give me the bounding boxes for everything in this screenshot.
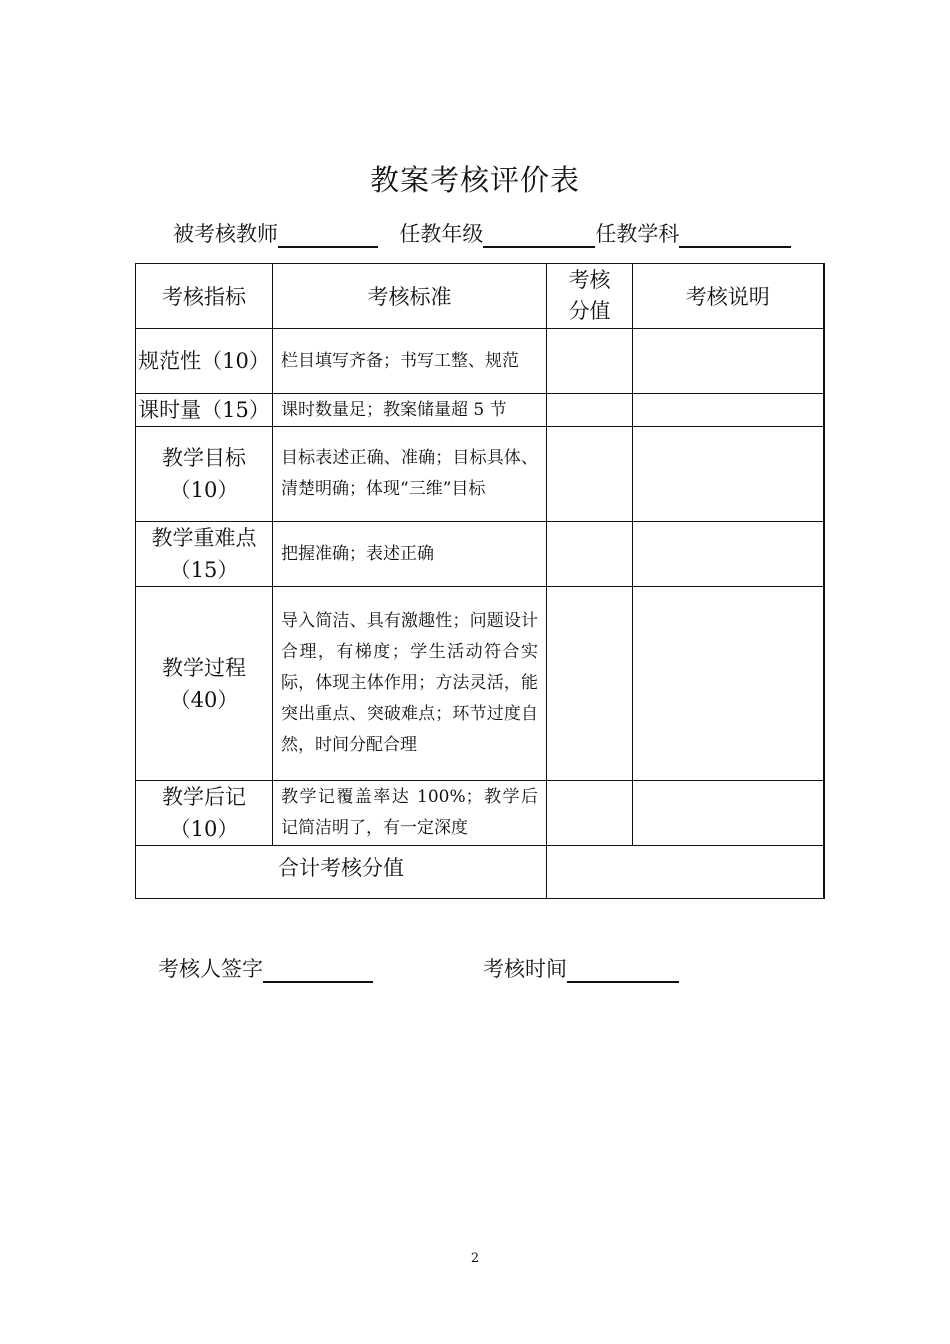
indicator-line: 教学后记: [162, 785, 246, 809]
standard-cell: 课时数量足；教案储量超 5 节: [273, 394, 547, 427]
note-cell[interactable]: [633, 522, 824, 587]
indicator-cell: [136, 522, 273, 587]
standard-cell: 目标表述正确、准确；目标具体、清楚明确；体现“三维”目标: [273, 427, 547, 522]
note-cell[interactable]: [633, 329, 824, 394]
score-cell[interactable]: [547, 587, 633, 781]
score-cell[interactable]: [547, 781, 633, 846]
indicator-line: 教学过程: [162, 655, 246, 680]
table-row: [136, 329, 824, 394]
standard-cell: 教学记覆盖率达 100%；教学后记简洁明了，有一定深度: [273, 781, 547, 846]
indicator-cell: [136, 587, 273, 781]
assessment-time: [483, 953, 679, 983]
table-row: [136, 522, 824, 587]
teacher-info-line: [173, 218, 791, 248]
teacher-blank[interactable]: [278, 220, 378, 248]
subject-label: 任教学科: [595, 222, 680, 246]
note-cell[interactable]: [633, 781, 824, 846]
indicator-cell: [136, 329, 273, 394]
note-cell[interactable]: [633, 587, 824, 781]
header-score-line1: 考核: [568, 268, 611, 292]
table-row: [136, 587, 824, 781]
time-label: 考核时间: [483, 957, 567, 981]
indicator-cell: [136, 394, 273, 427]
total-row: [136, 846, 824, 899]
header-note: 考核说明: [633, 264, 824, 329]
subject-blank[interactable]: [679, 220, 791, 248]
header-indicator: 考核指标: [136, 264, 273, 329]
indicator-line: 规范性（10）: [138, 349, 270, 373]
page-title: 教案考核评价表: [369, 163, 580, 197]
indicator-line: 课时量（15）: [138, 398, 270, 422]
note-cell[interactable]: [633, 427, 824, 522]
indicator-cell: [136, 781, 273, 846]
page-number: 2: [470, 1251, 480, 1266]
table-header-row: [136, 264, 824, 329]
indicator-line: （15）: [169, 558, 239, 582]
indicator-line: 教学重难点: [151, 526, 257, 550]
score-cell[interactable]: [547, 394, 633, 427]
table-row: [136, 781, 824, 846]
total-score-cell[interactable]: [547, 846, 824, 899]
teacher-label: 被考核教师: [173, 222, 278, 246]
table-row: [136, 427, 824, 522]
grade-blank[interactable]: [483, 220, 595, 248]
score-cell[interactable]: [547, 427, 633, 522]
grade-label: 任教年级: [399, 222, 484, 246]
standard-cell: 把握准确；表述正确: [273, 522, 547, 587]
assessor-blank[interactable]: [263, 955, 373, 983]
note-cell[interactable]: [633, 394, 824, 427]
indicator-cell: [136, 427, 273, 522]
header-score: [547, 264, 633, 329]
indicator-line: （10）: [169, 817, 239, 841]
header-score-line2: 分值: [568, 299, 611, 323]
assessor-signature: [158, 953, 373, 983]
indicator-line: （10）: [169, 478, 239, 502]
time-blank[interactable]: [567, 955, 679, 983]
standard-cell: 导入简洁、具有激趣性；问题设计合理，有梯度；学生活动符合实际，体现主体作用；方法灵活，能突出重点、突破难点；环节过度自然，时间分配合理: [273, 587, 547, 781]
evaluation-table: [135, 263, 825, 899]
total-label: 合计考核分值: [136, 846, 547, 899]
standard-cell: 栏目填写齐备；书写工整、规范: [273, 329, 547, 394]
indicator-line: （40）: [169, 687, 239, 712]
table-row: [136, 394, 824, 427]
score-cell[interactable]: [547, 522, 633, 587]
assessor-label: 考核人签字: [158, 957, 263, 981]
indicator-line: 教学目标: [162, 446, 246, 470]
header-standard: 考核标准: [273, 264, 547, 329]
score-cell[interactable]: [547, 329, 633, 394]
